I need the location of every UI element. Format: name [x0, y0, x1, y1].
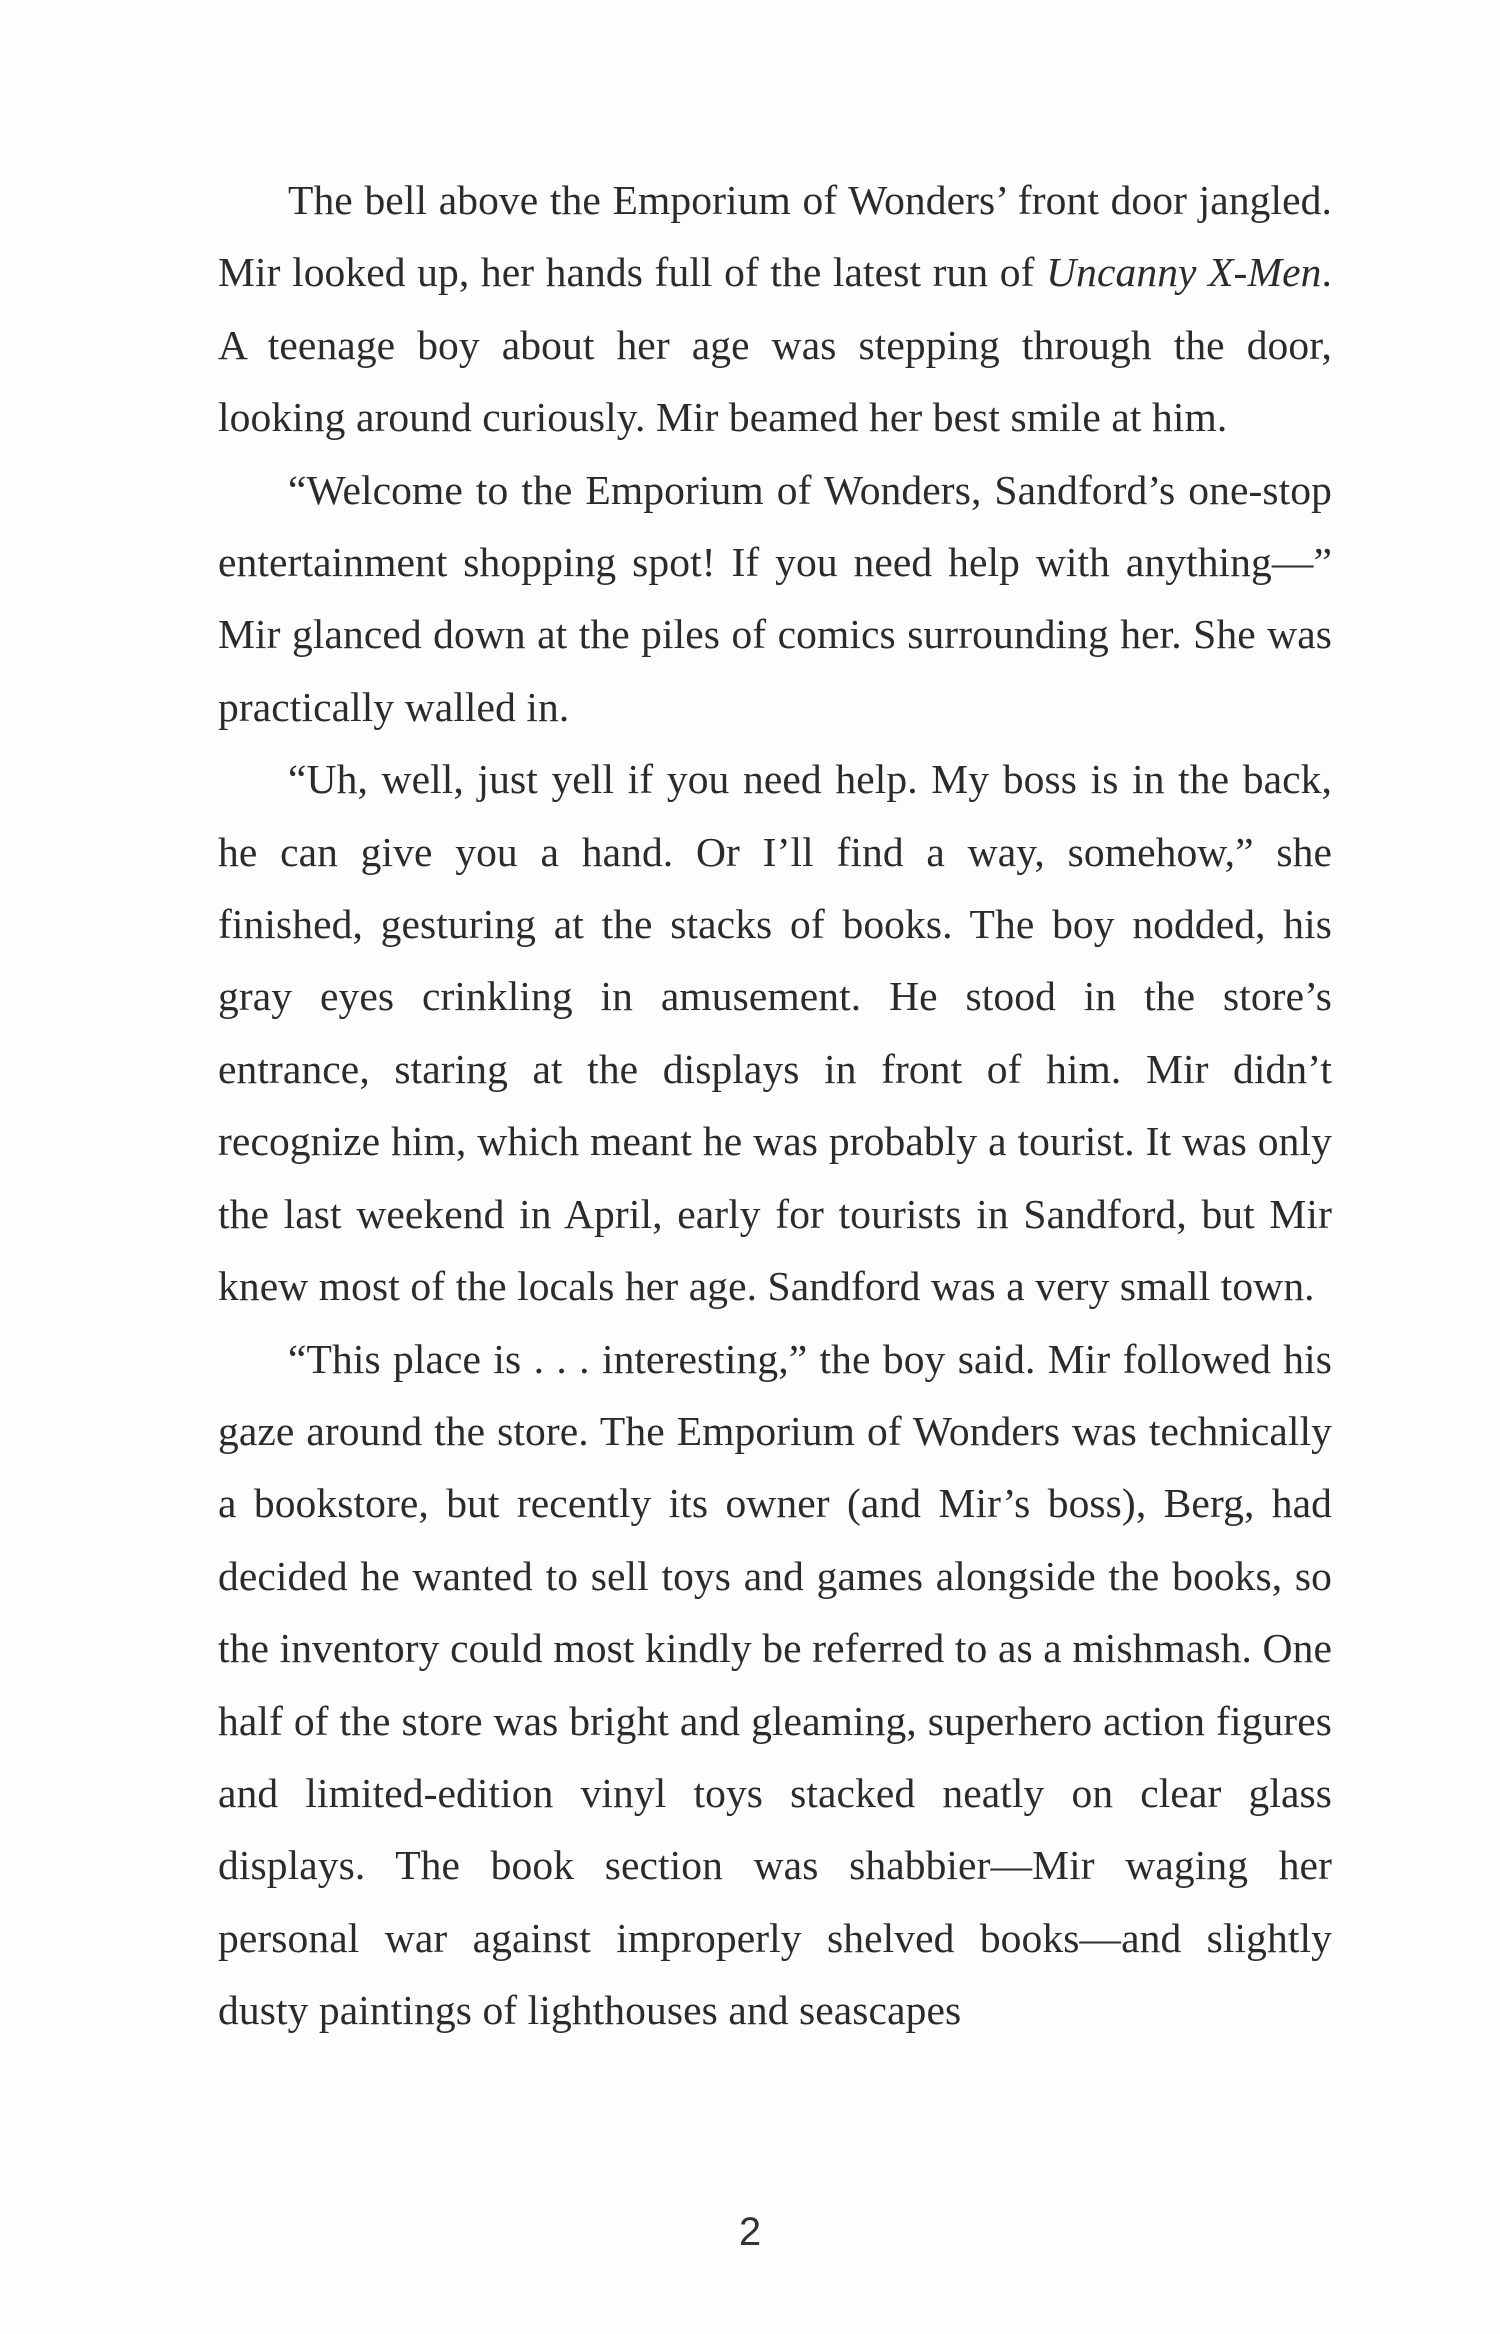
paragraph-3	[218, 743, 1332, 1322]
paragraph-3-text: “Uh, well, just yell if you need help. My boss is in the back, he can give you a hand. Or I’ll find a way, somehow,” she finished, gesturing at the stacks of books. The boy nodded, his gray eyes crinkling in amusement. He stood in the store’s entrance, staring at the displays in front of him. Mir didn’t recognize him, which meant he was probably a tourist. It was only the last weekend in April, early for tourists in Sandford, but Mir knew most of the locals her age. Sandford was a very small town.	[218, 756, 1332, 1310]
paragraph-1-text-b: . A teenage boy about her age was stepping through the door, looking around curiously. Mir beamed her best smile at him.	[218, 249, 1332, 441]
body-text	[218, 164, 1332, 2047]
paragraph-1-text-a: The bell above the Emporium of Wonders’ front door jangled. Mir looked up, her hands full of the latest run of	[218, 177, 1332, 296]
page-number: 2	[738, 2210, 762, 2254]
paragraph-1	[218, 164, 1332, 454]
paragraph-1-italic-title: Uncanny X-Men	[1046, 249, 1322, 296]
paragraph-4-text: “This place is . . . interesting,” the boy said. Mir followed his gaze around the store. The Emporium of Wonders was technically a bookstore, but recently its owner (and Mir’s boss), Berg, had decided he wanted to sell toys and games alongside the books, so the inventory could most kindly be referred to as a mishmash. One half of the store was bright and gleaming, superhero action figures and limited-edition vinyl toys stacked neatly on clear glass displays. The book section was shabbier—Mir waging her personal war against improperly shelved books—and slightly dusty paintings of lighthouses and seascapes	[218, 1335, 1332, 2034]
paragraph-4	[218, 1323, 1332, 2047]
paragraph-2-text: “Welcome to the Emporium of Wonders, Sandford’s one-stop entertainment shopping spot! If you need help with anything—” Mir glanced down at the piles of comics surrounding her. She was practically walled in.	[218, 466, 1332, 730]
paragraph-2	[218, 454, 1332, 744]
